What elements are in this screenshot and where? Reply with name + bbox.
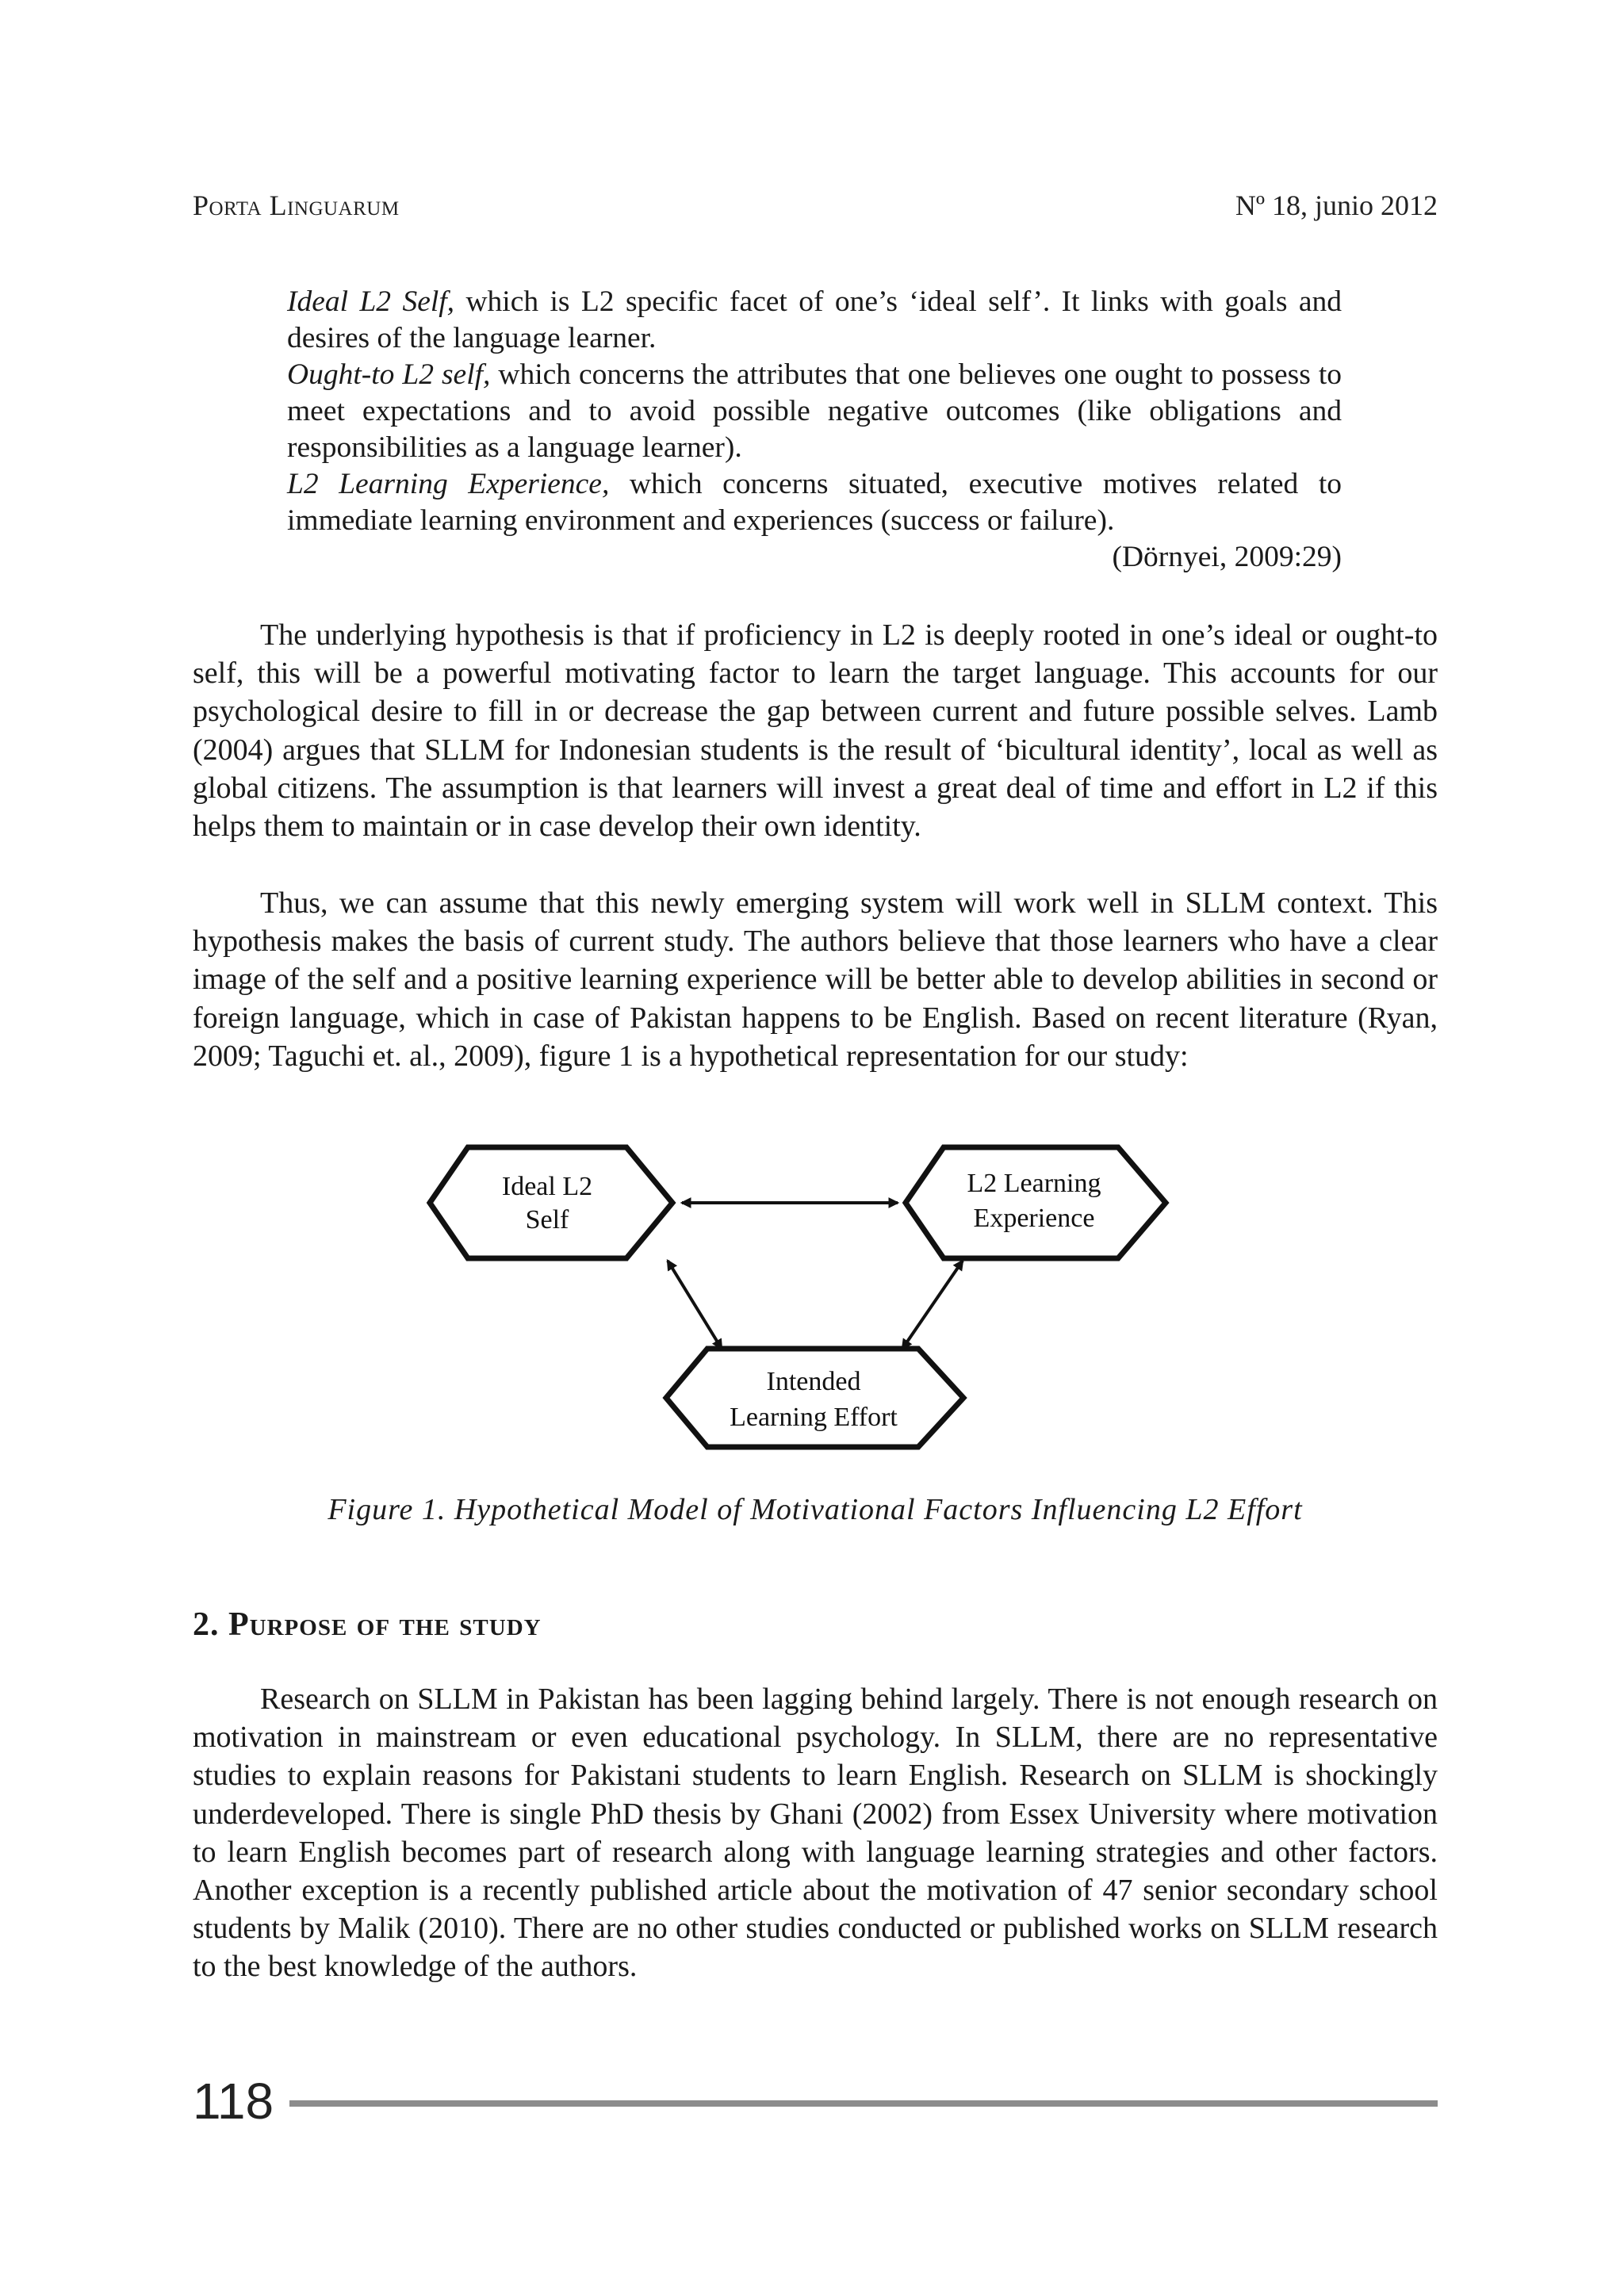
node-label: Learning Effort xyxy=(730,1403,898,1432)
block-quote xyxy=(287,284,1342,576)
figure-diagram xyxy=(412,1130,1221,1471)
footer-rule xyxy=(289,2100,1438,2107)
paragraph-text: The underlying hypothesis is that if proficiency in L2 is deeply rooted in one’s ideal or ought-to self, this will be a powerful motivating factor to learn the target language. This accounts for our psychological desire to fill in or decrease the gap between current and future possible selves. Lamb (2004) argues that SLLM for Indonesian students is the result of ‘bicultural identity’, local as well as global citizens. The assumption is that learners will invest a great deal of time and effort in L2 if this helps them to maintain or in case develop their own identity. xyxy=(193,618,1438,844)
quote-term: L2 Learning Experience, xyxy=(287,468,610,500)
node-label: Experience xyxy=(973,1204,1095,1233)
page-number: 118 xyxy=(193,2073,274,2130)
node-label: Ideal L2 xyxy=(501,1172,593,1201)
body-paragraph xyxy=(193,884,1438,1075)
quote-term: Ought-to L2 self, xyxy=(287,358,491,391)
node-label: L2 Learning xyxy=(967,1169,1101,1198)
arrow-self-effort xyxy=(668,1261,722,1349)
quote-item-ideal-self xyxy=(287,284,1342,357)
journal-name: Porta Linguarum xyxy=(193,189,400,221)
quote-definition: which concerns situated, executive motives related to immediate learning environment and experiences (success or failure). xyxy=(287,468,1342,537)
motivation-model-diagram xyxy=(412,1130,1221,1471)
quote-term: Ideal L2 Self, xyxy=(287,285,455,318)
quote-definition: which concerns the attributes that one believes one ought to possess to meet expectations and to avoid possible negative outcomes (like obligations and responsibilities as a language learner). xyxy=(287,358,1342,464)
body-paragraph xyxy=(193,1680,1438,1986)
node-intended-learning-effort xyxy=(666,1349,963,1447)
quote-item-learning-experience xyxy=(287,466,1342,539)
section-heading: 2. Purpose of the study xyxy=(193,1606,542,1643)
running-head xyxy=(193,189,1438,222)
page-footer xyxy=(193,2069,1438,2133)
node-ideal-l2-self xyxy=(430,1147,672,1258)
body-paragraph xyxy=(193,616,1438,845)
figure-caption: Figure 1. Hypothetical Model of Motivational Factors Influencing L2 Effort xyxy=(327,1493,1303,1526)
node-label: Self xyxy=(525,1205,569,1235)
quote-definition: which is L2 specific facet of one’s ‘ideal self’. It links with goals and desires of the language learner. xyxy=(287,285,1342,354)
node-label: Intended xyxy=(766,1367,861,1396)
node-l2-learning-experience xyxy=(906,1147,1166,1258)
quote-item-ought-to-self xyxy=(287,357,1342,466)
arrow-experience-effort xyxy=(902,1261,963,1349)
paragraph-text: Research on SLLM in Pakistan has been lagging behind largely. There is not enough research on motivation in mainstream or even educational psychology. In SLLM, there are no representative studies to explain reasons for Pakistani students to learn English. Research on SLLM is shockingly underdeveloped. There is single PhD thesis by Ghani (2002) from Essex University where motivation to learn English becomes part of research along with language learning strategies and other factors. Another exception is a recently published article about the motivation of 47 senior secondary school students by Malik (2010). There are no other studies conducted or published works on SLLM research to the best knowledge of the authors. xyxy=(193,1682,1438,1984)
issue-info: Nº 18, junio 2012 xyxy=(1235,189,1438,221)
paragraph-text: Thus, we can assume that this newly emerging system will work well in SLLM context. This hypothesis makes the basis of current study. The authors believe that those learners who have a clear image of the self and a positive learning experience will be better able to develop abilities in second or foreign language, which in case of Pakistan happens to be English. Based on recent literature (Ryan, 2009; Taguchi et. al., 2009), figure 1 is a hypothetical representation for our study: xyxy=(193,886,1438,1073)
quote-citation: (Dörnyei, 2009:29) xyxy=(1112,541,1342,573)
